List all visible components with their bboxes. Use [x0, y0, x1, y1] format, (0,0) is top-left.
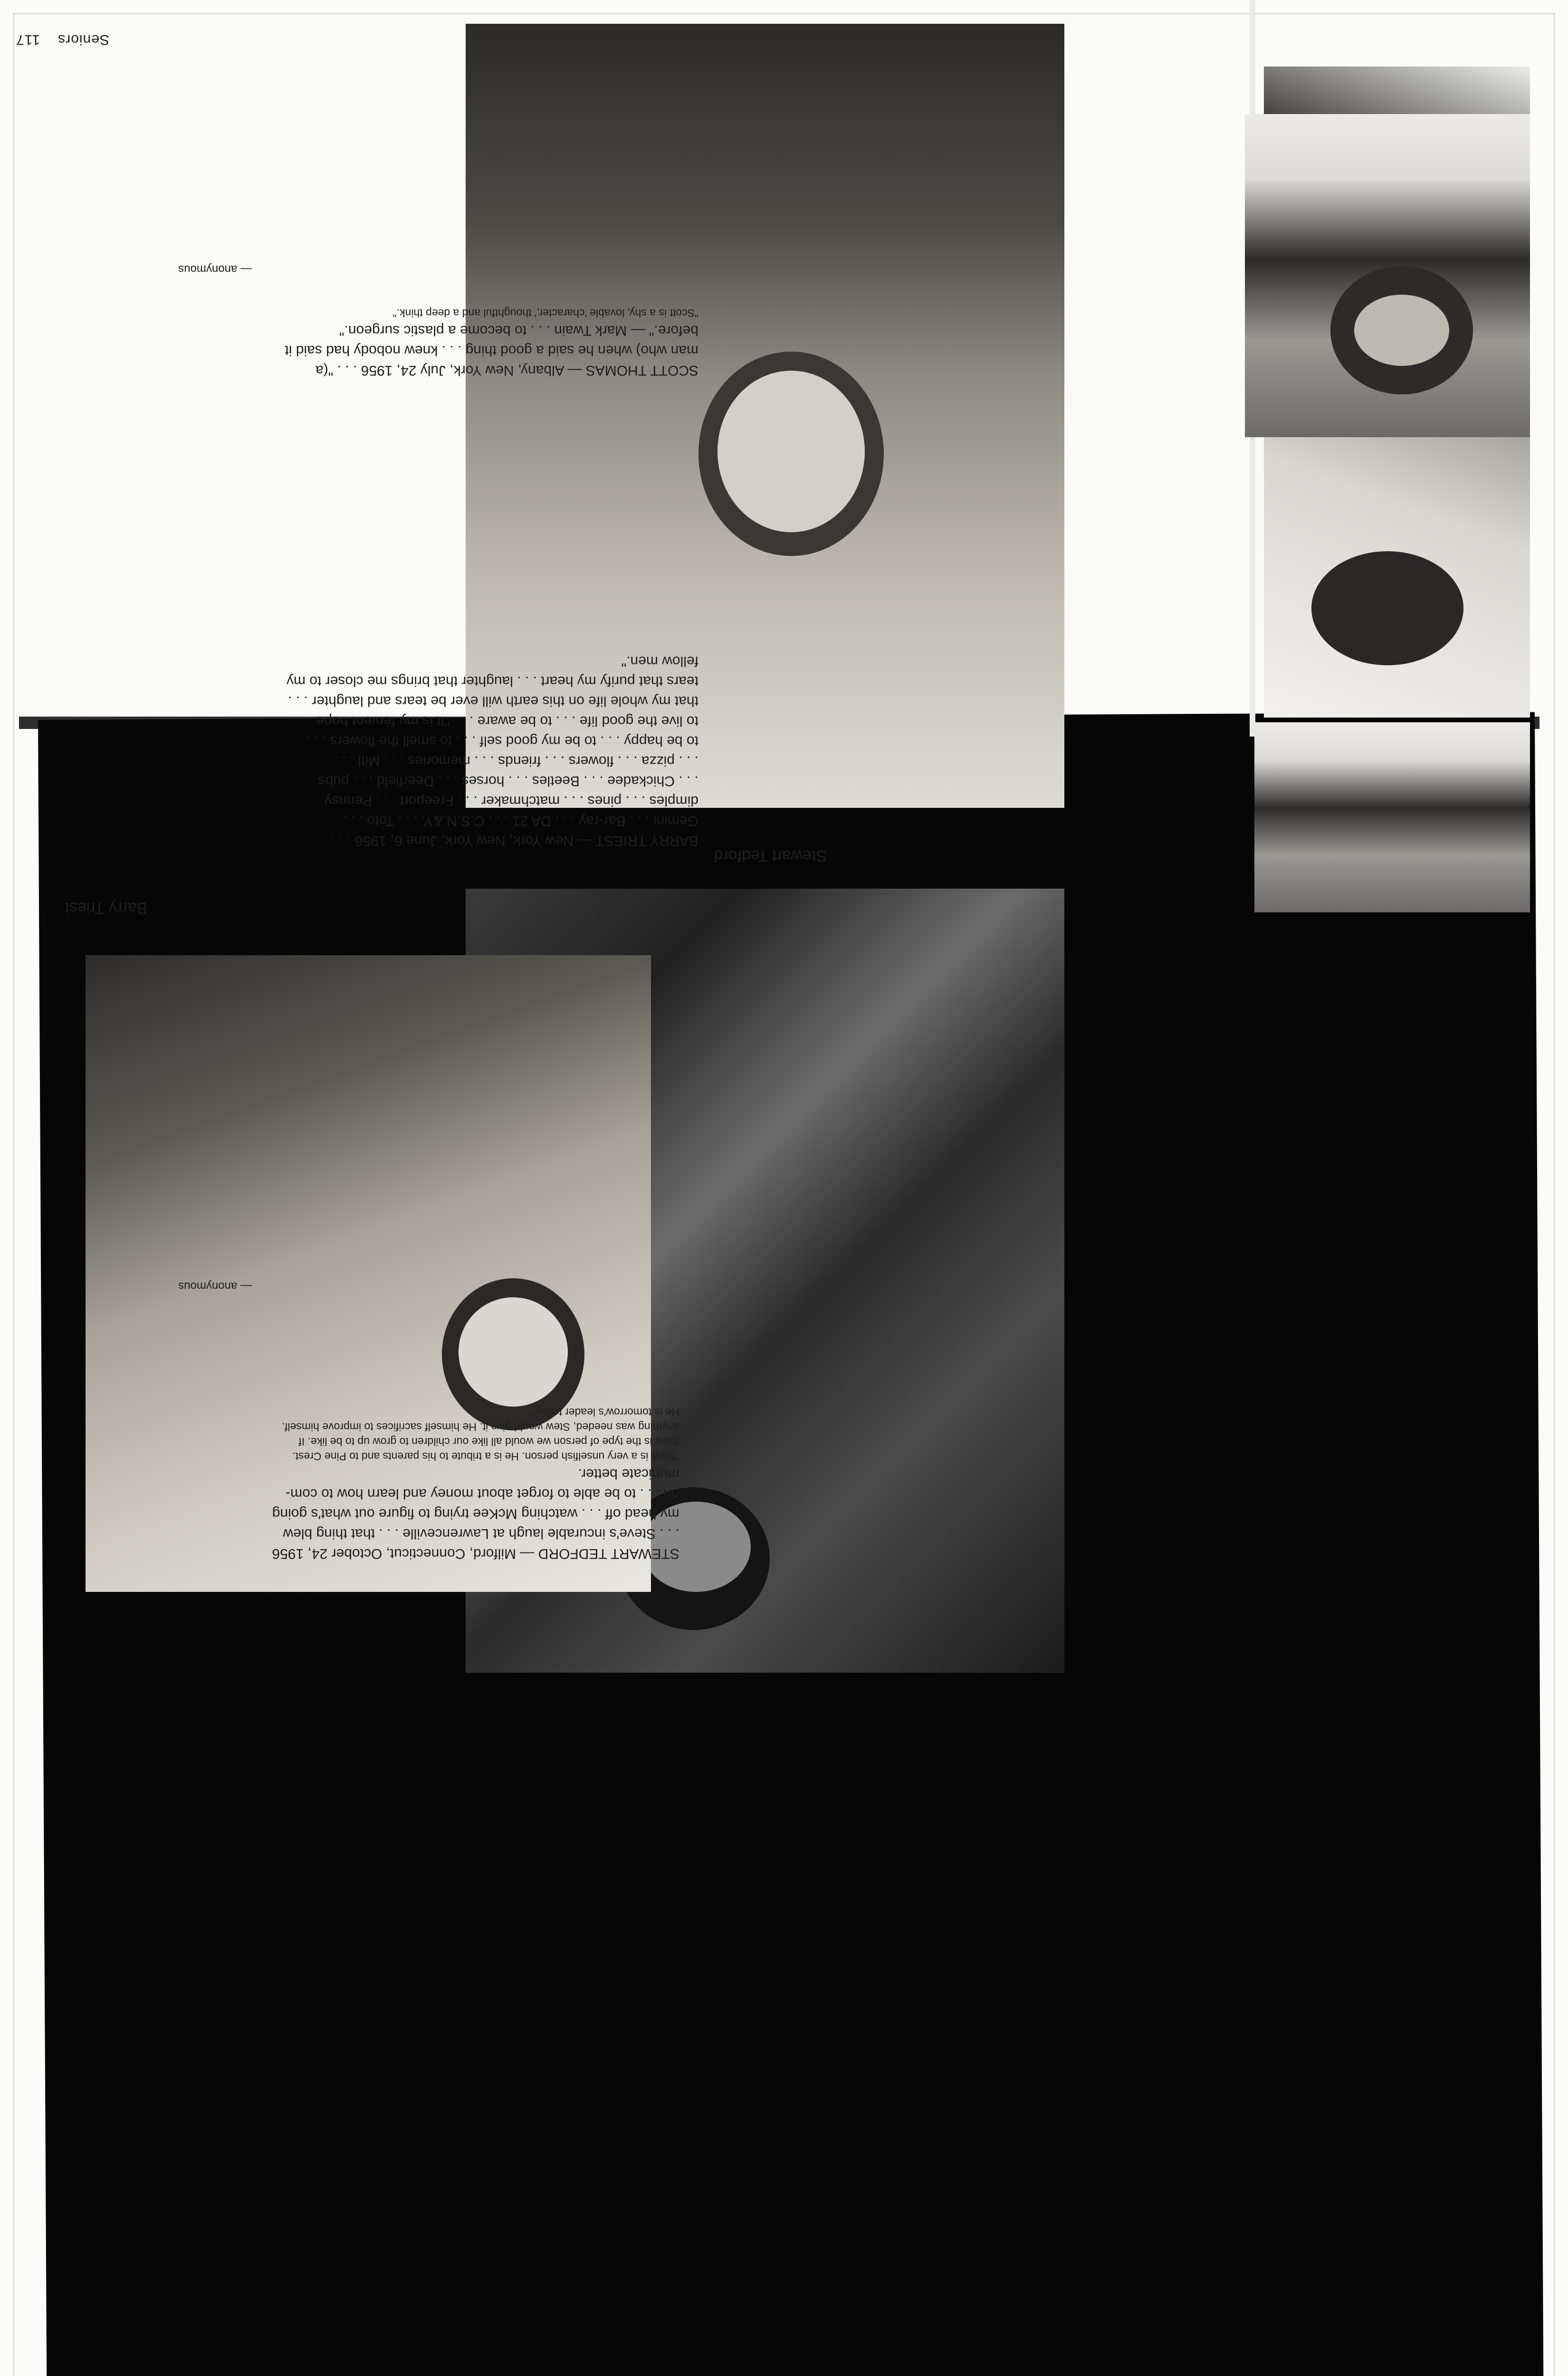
tribute-line: "Scott is a shy, lovable 'character,' thoughtful and a deep think." [392, 307, 698, 319]
tribute-line: anything was needed, Stew would give it. He himself sacrifices to improve himself. [281, 1421, 679, 1433]
bio-line: . . . pizza . . . flowers . . . friends . . . memories . . . Mitl . . . [334, 753, 698, 769]
bio-line: BARRY TRIEST — New York, New York, June 6, 1956 . . . [331, 833, 698, 849]
photo-partial-studying [1245, 114, 1530, 437]
photo-partial-reading [1254, 722, 1530, 912]
bio-line: SCOTT THOMAS — Albany, New York, July 24, 1956 . . . "(a [316, 363, 698, 378]
bio-line: on . . . to be able to forget about money and learn how to com- [286, 1486, 679, 1502]
bio-line: man who) when he said a good thing . . . knew nobody had said it [285, 343, 698, 358]
bio-line: my head off . . . watching McKee trying to figure out what's going [272, 1506, 679, 1522]
caption-barry-triest: Barry Triest [65, 899, 147, 917]
bio-scott-thomas [285, 306, 698, 380]
bio-stewart-tedford [272, 1405, 679, 1563]
bio-line: Gemini . . . Bar-ray . . . DA 21 . . . C.S.N.&Y. . . . Toto . . . [343, 813, 698, 829]
caption-stewart-tedford: Stewart Tedford [714, 847, 827, 865]
bio-line: . . . Steve's incurable laugh at Lawrenceville . . . that thing blew [283, 1526, 679, 1542]
signoff-thomas: — anonymous [178, 263, 252, 276]
bio-line: . . . Chickadee . . . Beetles . . . horses . . . Deerfield . . . pubs [318, 773, 698, 789]
signoff-tedford: — anonymous [178, 1280, 252, 1293]
page-footer [16, 31, 109, 48]
bio-line: to live the good life . . . to be aware . . . "It is my fervent hope [316, 713, 698, 729]
bio-line: municate better. [578, 1466, 679, 1482]
bio-line: fellow men." [621, 653, 698, 669]
bio-line: tears that purify my heart . . . laughter that brings me closer to my [286, 673, 698, 689]
bio-line: STEWART TEDFORD — Milford, Connecticut, October 24, 1956 [272, 1546, 679, 1562]
bio-line: dimples . . . pines . . . matchmaker . . . Freeport . . . Pennsy [325, 793, 698, 809]
section-name: Seniors [57, 32, 109, 48]
tribute-line: Stew is the type of person we would all like our children to grow up to be like. If [298, 1436, 679, 1448]
tribute-line: He is tomorrow's leader today!" [528, 1406, 679, 1418]
page-number: 117 [16, 32, 40, 48]
tribute-line: "Stew is a very unselfish person. He is a tribute to his parents and to Pine Crest. [292, 1450, 679, 1463]
bio-line: before." — Mark Twain . . . to become a plastic surgeon." [339, 323, 698, 338]
bio-line: to be happy . . . to be my good self . . . to smell the flowers . . . [306, 733, 698, 749]
bio-barry-triest [287, 651, 698, 851]
bio-line: that my whole life on this earth will ever be tears and laughter . . . [288, 693, 698, 709]
